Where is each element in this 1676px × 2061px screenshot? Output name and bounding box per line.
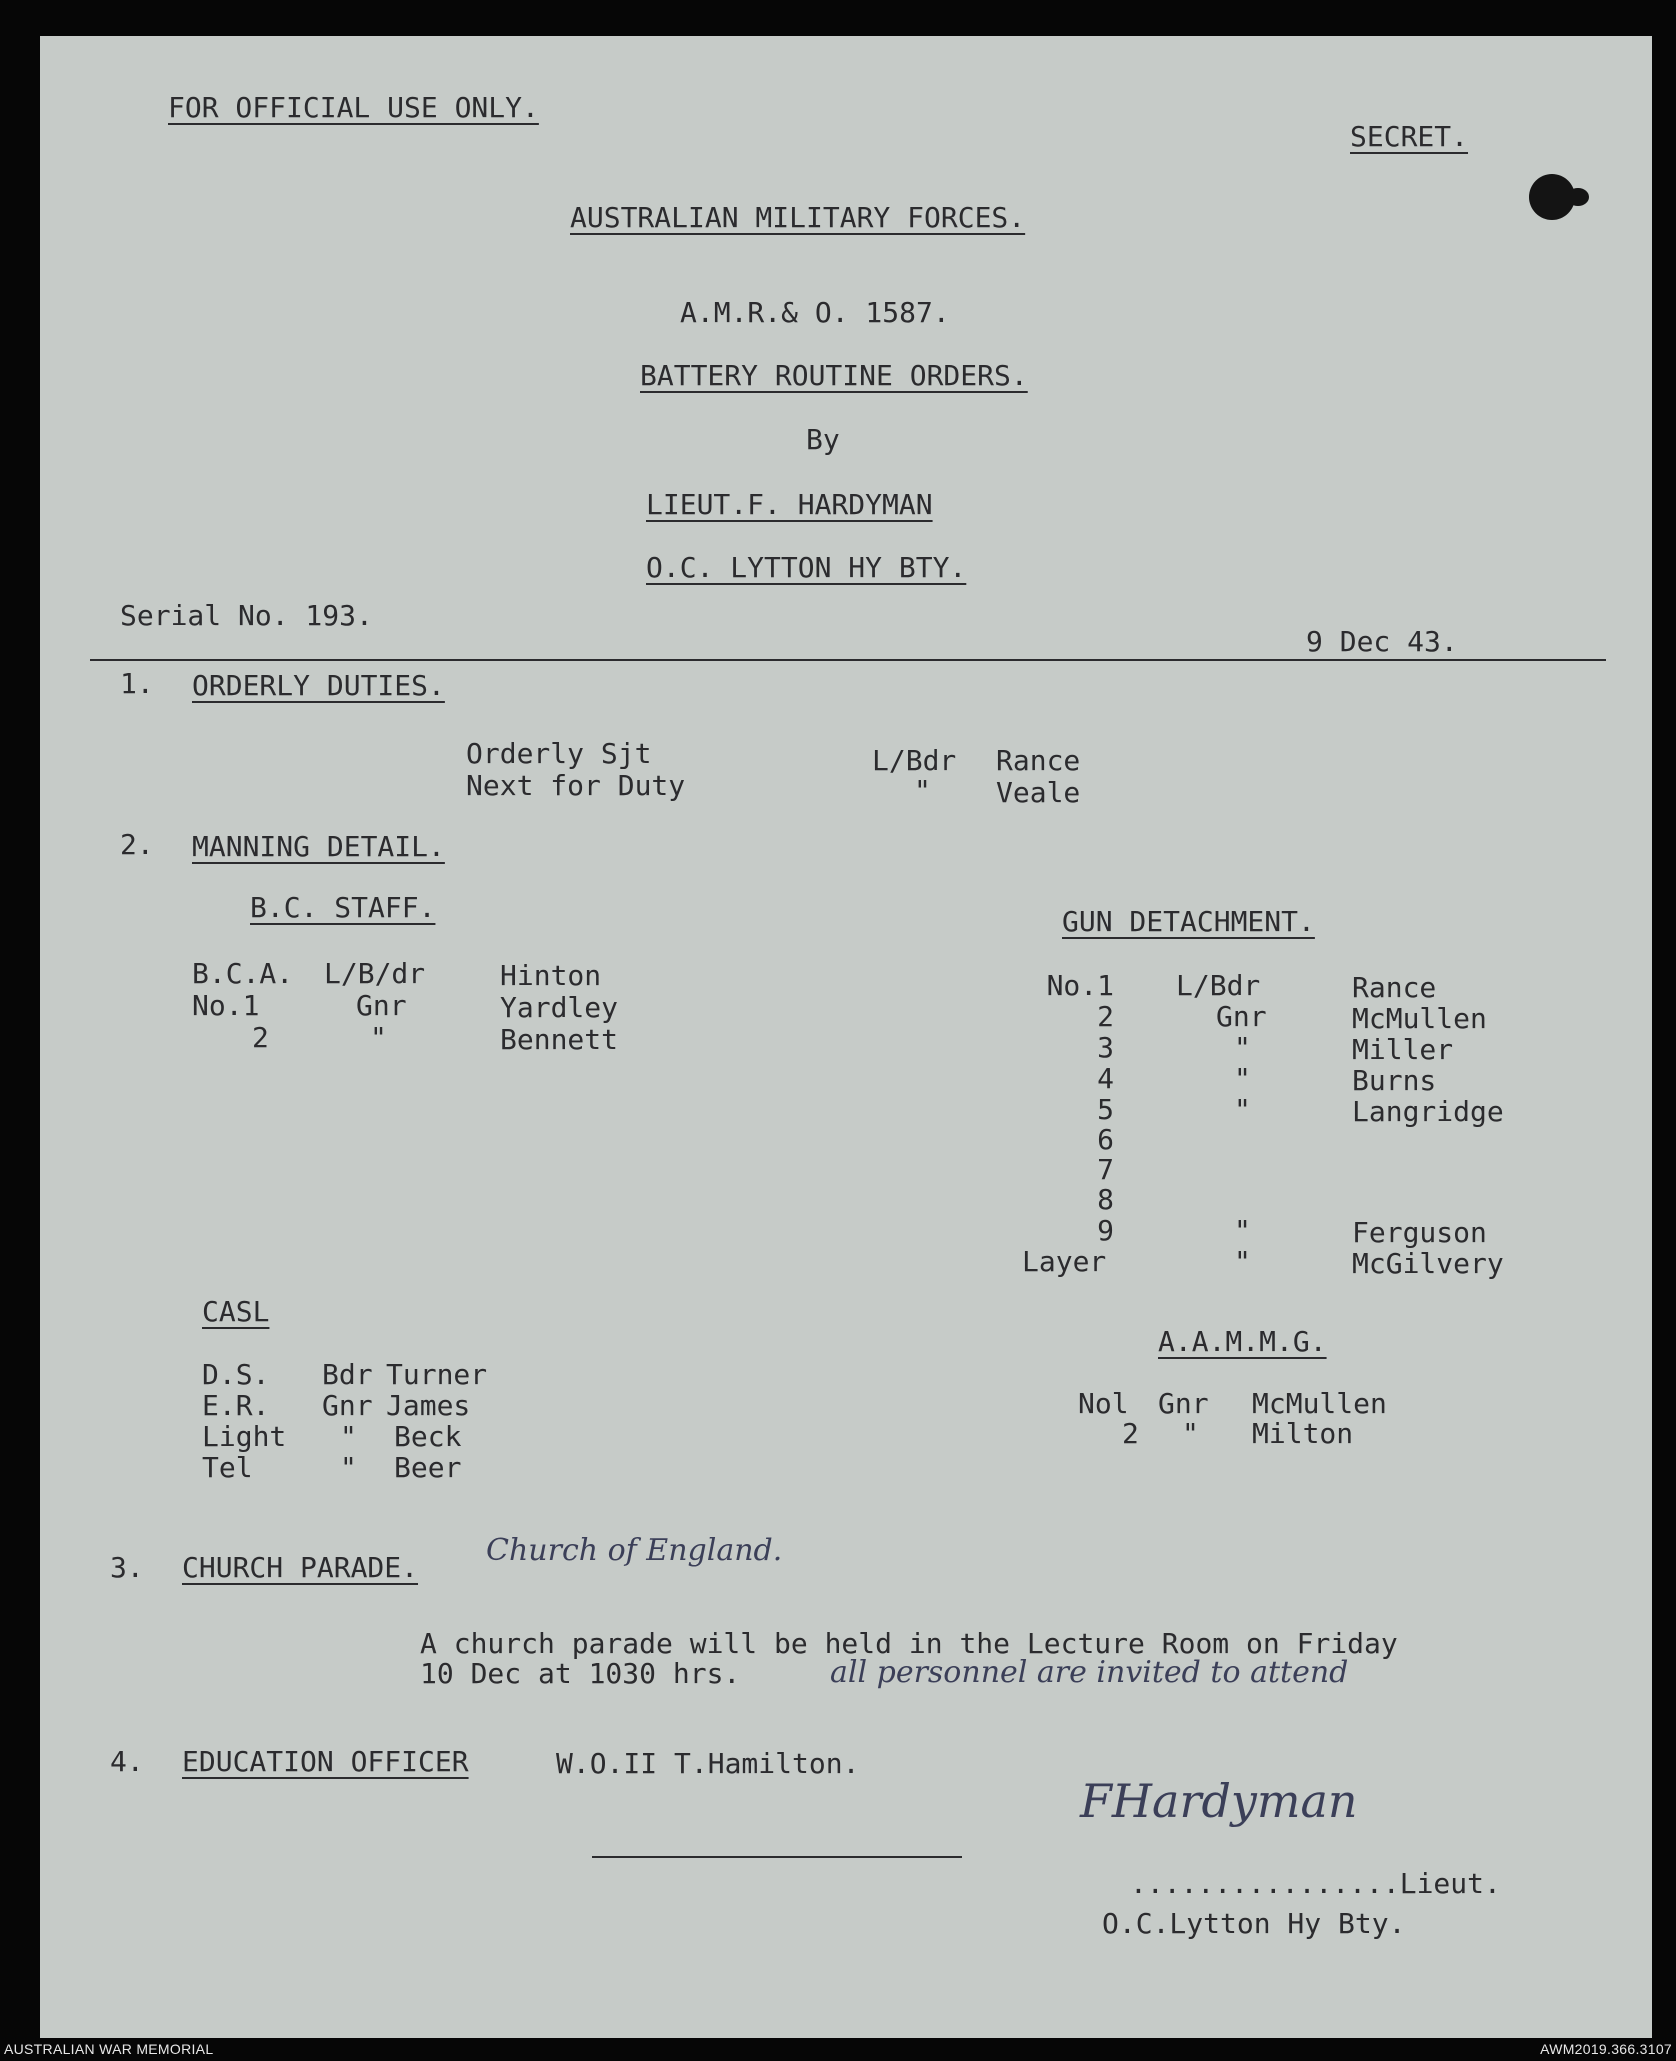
section-4-heading: EDUCATION OFFICER bbox=[182, 1745, 469, 1778]
bc-pos: No.1 bbox=[192, 989, 260, 1022]
casl-heading: CASL bbox=[202, 1295, 270, 1328]
gun-name: Burns bbox=[1352, 1064, 1437, 1097]
aammg-name: McMullen bbox=[1252, 1387, 1387, 1420]
aammg-heading: A.A.M.M.G. bbox=[1158, 1325, 1327, 1358]
gun-pos: 2 bbox=[1097, 1000, 1114, 1033]
education-officer-name: W.O.II T.Hamilton. bbox=[556, 1747, 860, 1780]
handwritten-church: Church of England. bbox=[486, 1533, 783, 1568]
casl-name: Turner bbox=[386, 1358, 488, 1391]
unit-name: O.C. LYTTON HY BTY. bbox=[646, 551, 967, 584]
gun-name: Ferguson bbox=[1352, 1216, 1487, 1249]
signature: FHardyman bbox=[1080, 1774, 1358, 1828]
orderly-name: Rance bbox=[996, 744, 1081, 777]
gun-rank: " bbox=[1234, 1031, 1251, 1064]
aammg-pos: Nol bbox=[1078, 1387, 1129, 1420]
section-3-heading: CHURCH PARADE. bbox=[182, 1551, 419, 1584]
casl-rank: Bdr bbox=[322, 1358, 373, 1391]
bc-name: Hinton bbox=[500, 959, 602, 992]
casl-name: Beck bbox=[394, 1420, 462, 1453]
casl-rank: " bbox=[340, 1451, 357, 1484]
bc-name: Bennett bbox=[500, 1023, 619, 1056]
casl-name: Beer bbox=[394, 1451, 462, 1484]
casl-rank: " bbox=[340, 1420, 357, 1453]
section-2-heading: MANNING DETAIL. bbox=[192, 830, 445, 863]
handwritten-attend: all personnel are invited to attend bbox=[830, 1655, 1349, 1690]
bc-pos: 2 bbox=[252, 1021, 269, 1054]
bc-rank: Gnr bbox=[356, 989, 407, 1022]
footer-credit: AUSTRALIAN WAR MEMORIAL bbox=[4, 2041, 214, 2057]
gun-pos: 6 bbox=[1097, 1123, 1114, 1156]
gun-detachment-heading: GUN DETACHMENT. bbox=[1062, 905, 1315, 938]
casl-pos: E.R. bbox=[202, 1389, 270, 1422]
aammg-rank: Gnr bbox=[1158, 1387, 1209, 1420]
orderly-rank: L/Bdr bbox=[872, 744, 957, 777]
casl-pos: D.S. bbox=[202, 1358, 270, 1391]
aammg-name: Milton bbox=[1252, 1417, 1354, 1450]
casl-pos: Light bbox=[202, 1420, 287, 1453]
gun-pos: 8 bbox=[1097, 1183, 1114, 1216]
gun-rank: Gnr bbox=[1216, 1000, 1267, 1033]
next-name: Veale bbox=[996, 776, 1081, 809]
church-line-2: 10 Dec at 1030 hrs. bbox=[420, 1657, 741, 1690]
gun-pos: 9 bbox=[1097, 1214, 1114, 1247]
officer-name: LIEUT.F. HARDYMAN bbox=[646, 488, 933, 521]
aammg-pos: 2 bbox=[1122, 1417, 1139, 1450]
document-page bbox=[40, 36, 1652, 2038]
gun-name: McMullen bbox=[1352, 1002, 1487, 1035]
gun-name: Langridge bbox=[1352, 1095, 1504, 1128]
gun-rank: " bbox=[1234, 1093, 1251, 1126]
header-divider bbox=[90, 659, 1606, 661]
section-4-number: 4. bbox=[110, 1745, 144, 1778]
gun-name: Rance bbox=[1352, 971, 1437, 1004]
footer-accession: AWM2019.366.3107 bbox=[1540, 2041, 1672, 2057]
section-1-number: 1. bbox=[120, 667, 154, 700]
gun-name: Miller bbox=[1352, 1033, 1454, 1066]
section-1-heading: ORDERLY DUTIES. bbox=[192, 669, 445, 702]
closing-rule bbox=[592, 1856, 962, 1858]
punch-hole bbox=[1529, 174, 1575, 220]
gun-rank: " bbox=[1234, 1214, 1251, 1247]
gun-pos: 7 bbox=[1097, 1153, 1114, 1186]
order-date: 9 Dec 43. bbox=[1306, 625, 1458, 658]
gun-rank: " bbox=[1234, 1062, 1251, 1095]
gun-name: McGilvery bbox=[1352, 1247, 1504, 1280]
next-rank: " bbox=[914, 774, 931, 807]
section-3-number: 3. bbox=[110, 1551, 144, 1584]
gun-pos: 4 bbox=[1097, 1062, 1114, 1095]
bc-name: Yardley bbox=[500, 991, 619, 1024]
section-2-number: 2. bbox=[120, 828, 154, 861]
gun-rank: L/Bdr bbox=[1176, 969, 1261, 1002]
org-title: AUSTRALIAN MILITARY FORCES. bbox=[570, 201, 1026, 234]
serial-number: Serial No. 193. bbox=[120, 599, 373, 632]
by-label: By bbox=[806, 423, 840, 456]
gun-pos: Layer bbox=[1022, 1245, 1107, 1278]
next-role: Next for Duty bbox=[466, 769, 686, 802]
signature-line: ................Lieut. bbox=[1130, 1867, 1501, 1900]
document-title: BATTERY ROUTINE ORDERS. bbox=[640, 359, 1028, 392]
orderly-role: Orderly Sjt bbox=[466, 737, 652, 770]
bc-rank: " bbox=[370, 1021, 387, 1054]
signature-unit: O.C.Lytton Hy Bty. bbox=[1102, 1907, 1406, 1940]
casl-rank: Gnr bbox=[322, 1389, 373, 1422]
gun-rank: " bbox=[1234, 1245, 1251, 1278]
order-reference: A.M.R.& O. 1587. bbox=[680, 296, 950, 329]
classification-right: SECRET. bbox=[1350, 120, 1469, 153]
bc-staff-heading: B.C. STAFF. bbox=[250, 891, 436, 924]
classification-left: FOR OFFICIAL USE ONLY. bbox=[168, 91, 539, 124]
church-line-1: A church parade will be held in the Lecture Room on Friday bbox=[420, 1627, 1398, 1660]
gun-pos: No.1 bbox=[1046, 969, 1114, 1002]
gun-pos: 3 bbox=[1097, 1031, 1114, 1064]
aammg-rank: " bbox=[1182, 1417, 1199, 1450]
casl-pos: Tel bbox=[202, 1451, 253, 1484]
bc-pos: B.C.A. bbox=[192, 957, 294, 990]
bc-rank: L/B/dr bbox=[324, 957, 426, 990]
gun-pos: 5 bbox=[1097, 1093, 1114, 1126]
casl-name: James bbox=[386, 1389, 471, 1422]
